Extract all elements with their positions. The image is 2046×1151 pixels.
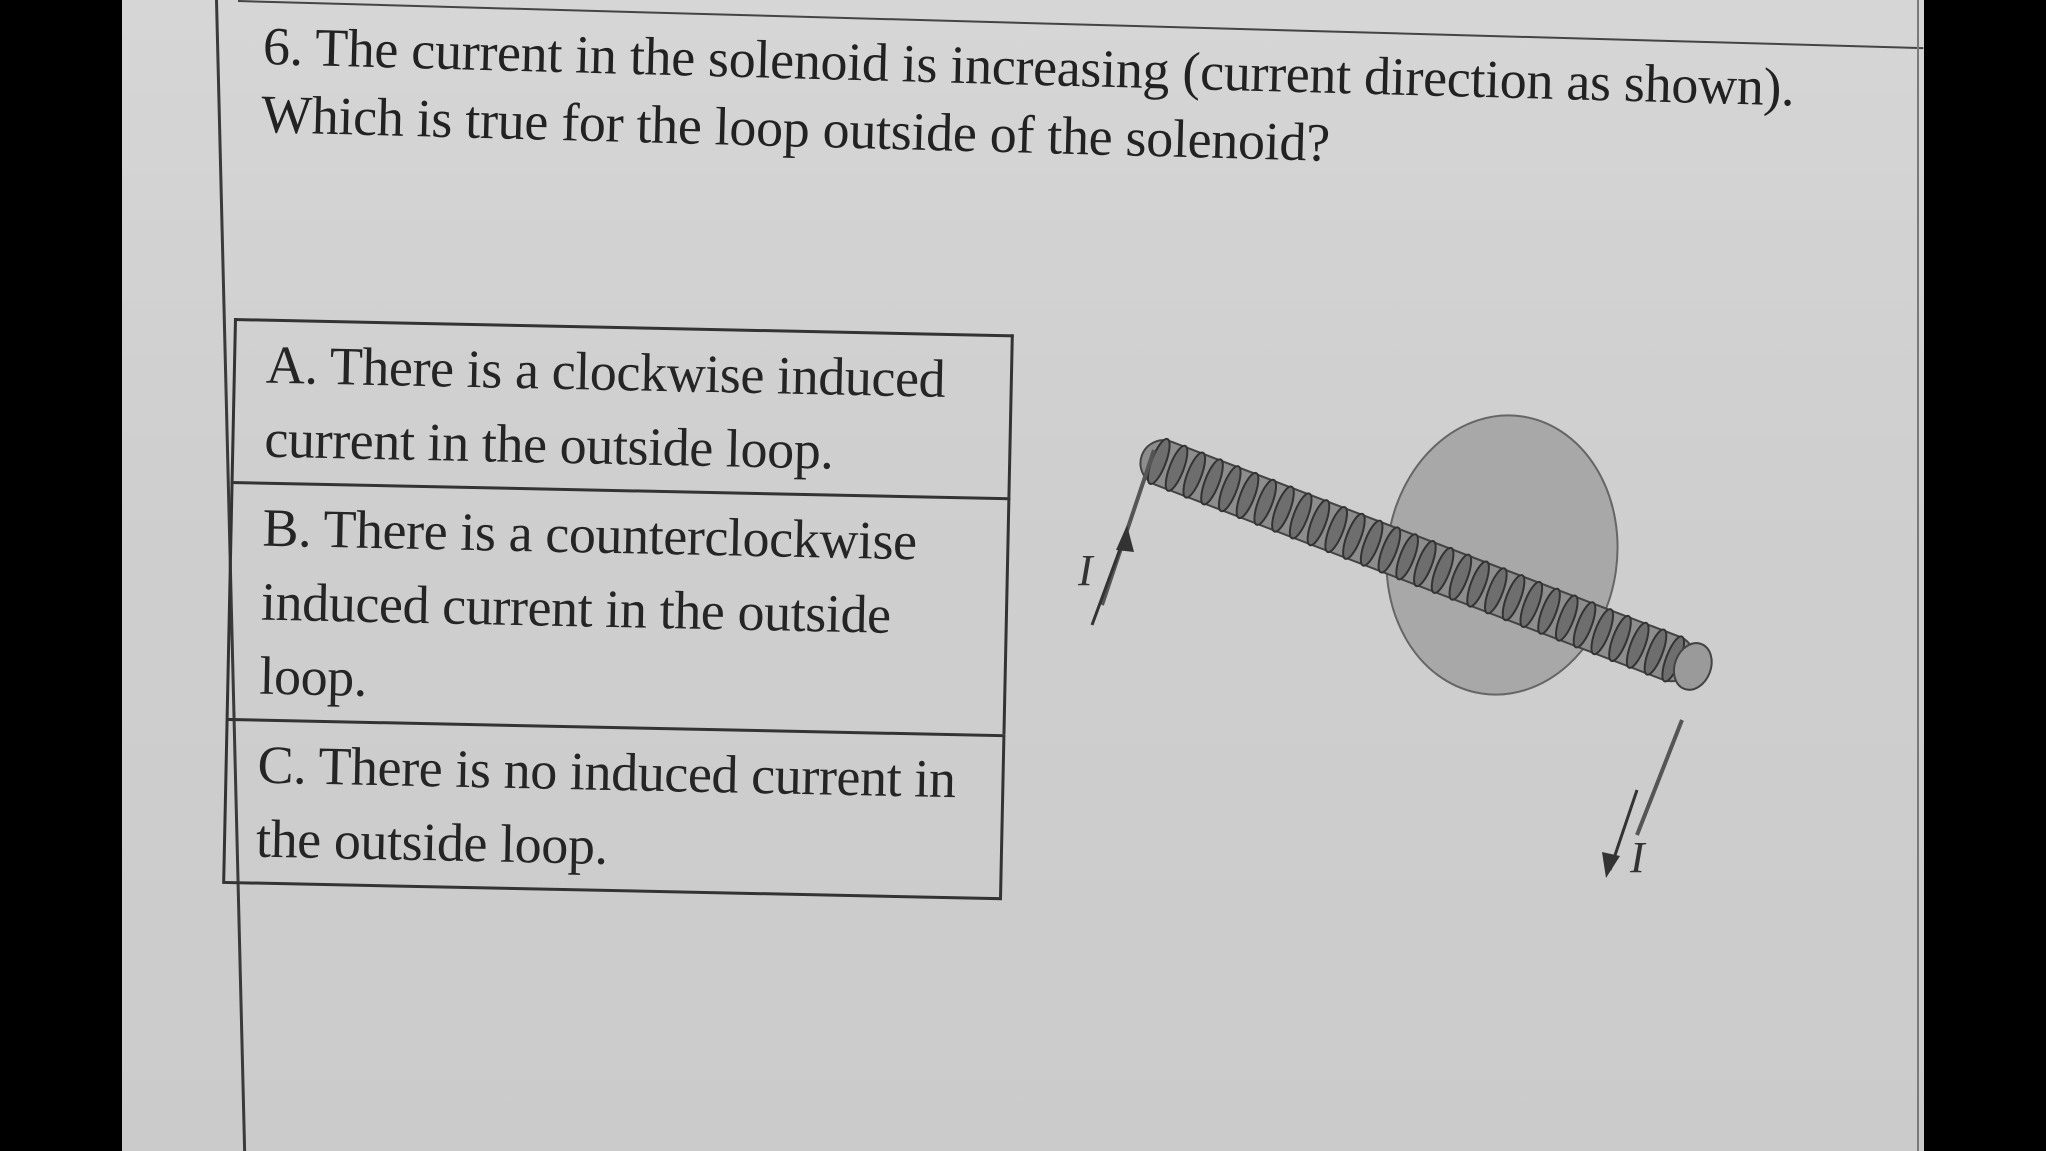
option-a[interactable]: A. There is a clockwise induced current in the outside loop. (231, 318, 1014, 497)
option-c[interactable]: C. There is no induced current in the outside loop. (222, 718, 1005, 900)
question-text: 6. The current in the solenoid is increasing (current direction as shown). Which is true for the loop outside of the solenoid? (260, 15, 1796, 173)
solenoid-diagram (1078, 380, 1922, 920)
lead-wire-bottom (1637, 720, 1682, 835)
current-label-bottom: I (1630, 833, 1645, 882)
answer-options (222, 318, 1014, 900)
option-b[interactable]: B. There is a counterclockwise induced current in the outside loop. (226, 481, 1011, 734)
current-label-top: I (1078, 546, 1093, 595)
worksheet-page (122, 0, 1924, 1151)
lead-wire-top (1102, 450, 1154, 605)
